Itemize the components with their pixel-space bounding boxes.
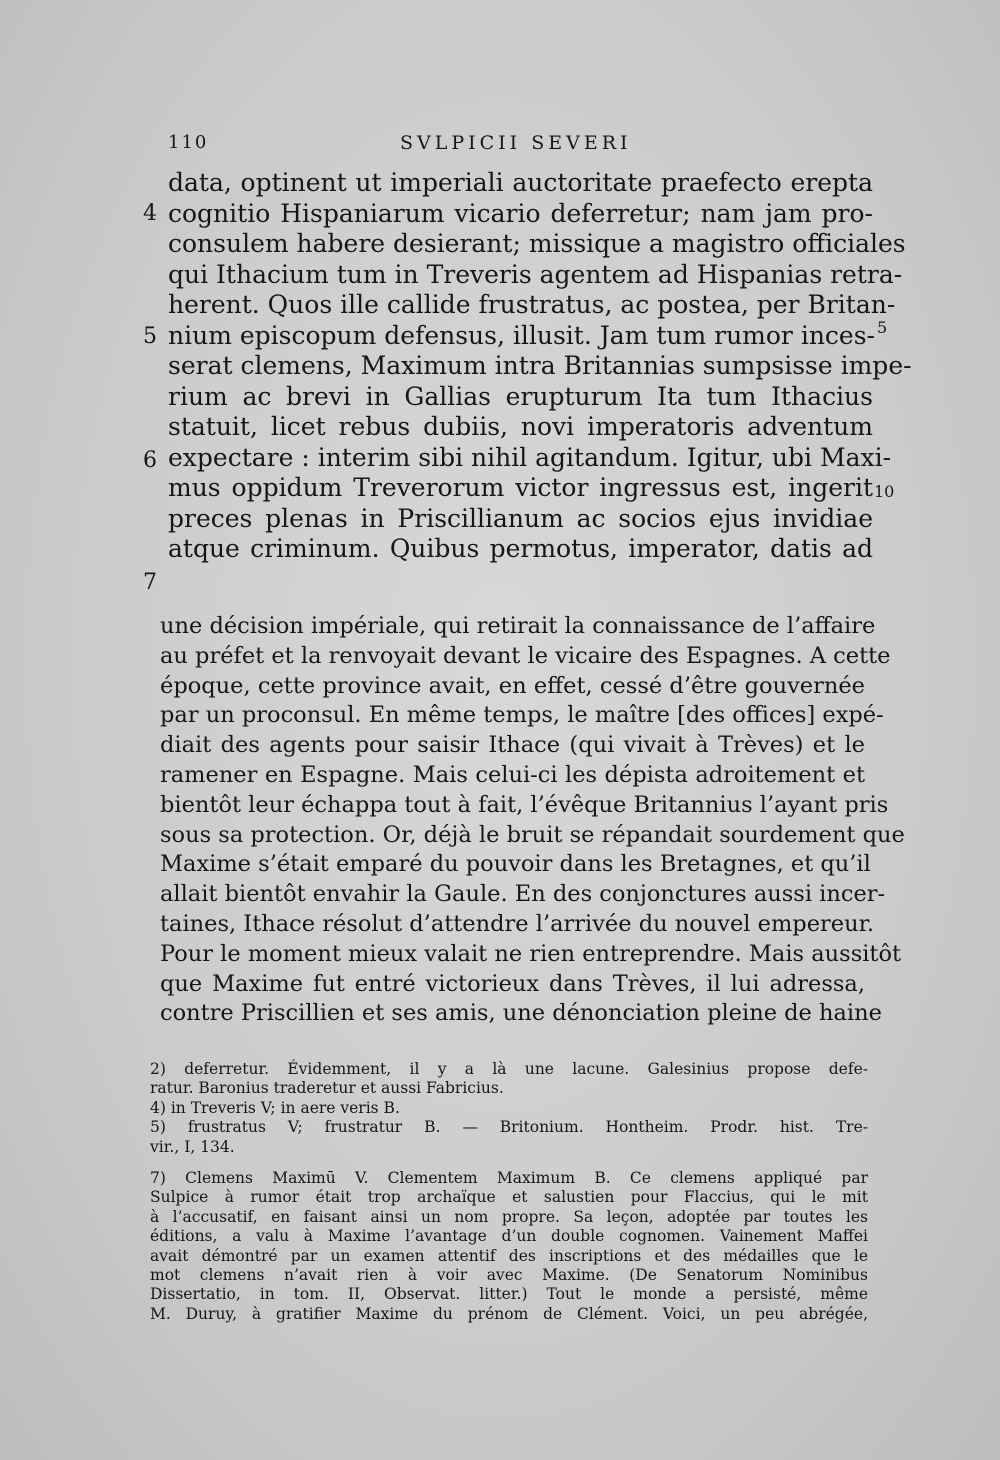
french-line: Pour le moment mieux valait ne rien entreprendre. Mais aussitôt [160, 940, 902, 967]
footnote-line: 7) Clemens Maximū V. Clementem Maximum B. Ce clemens appliqué par [150, 1168, 868, 1187]
latin-line: herent. Quos ille callide frustratus, ac postea, per Britan- [168, 290, 896, 319]
french-line: contre Priscillien et ses amis, une dénonciation pleine de haine [160, 1000, 882, 1027]
french-line: allait bientôt envahir la Gaule. En des conjonctures aussi incer- [160, 881, 886, 908]
section-number: 4 [143, 201, 157, 226]
latin-line: serat clemens, Maximum intra Britannias sumpsisse impe- [168, 351, 912, 380]
footnote-line: vir., I, 134. [150, 1137, 235, 1156]
footnote-line: 5) frustratus V; frustratur B. — Britonium. Hontheim. Prodr. hist. Tre- [150, 1118, 868, 1137]
latin-line: statuit, licet rebus dubiis, novi imperatoris adventum [168, 412, 873, 441]
french-line: au préfet et la renvoyait devant le vicaire des Espagnes. A cette [160, 642, 891, 669]
running-title: SVLPICII SEVERI [400, 132, 632, 154]
latin-line: data, optinent ut imperiali auctoritate praefecto erepta [168, 168, 873, 197]
footnote-line: 2) deferretur. Évidemment, il y a là une lacune. Galesinius propose defe- [150, 1060, 868, 1078]
french-line: diait des agents pour saisir Ithace (qui vivait à Trèves) et le [160, 732, 865, 759]
page-number: 110 [168, 132, 209, 153]
latin-line: atque criminum. Quibus permotus, imperator, datis ad [168, 534, 873, 563]
latin-line: preces plenas in Priscillianum ac socios ejus invidiae [168, 503, 873, 533]
french-line: époque, cette province avait, en effet, cessé d’être gouvernée [160, 672, 865, 699]
line-number: 5 [877, 318, 888, 337]
french-line: une décision impériale, qui retirait la connaissance de l’affaire [160, 613, 876, 639]
line-number: 10 [874, 482, 895, 501]
footnote-line: ratur. Baronius traderetur et aussi Fabricius. [150, 1079, 504, 1098]
footnote-line: éditions, a valu à Maxime l’avantage d’un double cognomen. Vainement Maffei [150, 1227, 868, 1246]
footnote-line: Dissertatio, in tom. II, Observat. litter.) Tout le monde a persisté, même [150, 1285, 868, 1304]
footnote-line: avait démontré par un examen attentif des inscriptions et des médailles que le [150, 1246, 868, 1265]
section-number: 5 [143, 324, 157, 349]
section-number: 7 [143, 570, 157, 595]
running-head [160, 132, 860, 162]
latin-line: cognitio Hispaniarum vicario deferretur; nam jam pro- [168, 198, 873, 228]
footnote-gap [150, 1157, 868, 1169]
footnotes-block [150, 1060, 868, 1324]
footnote-line: Sulpice à rumor était trop archaïque et salustien pour Flaccius, qui le mit [150, 1188, 868, 1207]
latin-line: rium ac brevi in Gallias erupturum Ita tum Ithacius [168, 381, 873, 411]
latin-line: consulem habere desierant; missique a magistro officiales [168, 229, 906, 258]
footnote-line: à l’accusatif, en faisant ainsi un nom propre. Sa leçon, adoptée par toutes les [150, 1207, 868, 1226]
latin-line: expectare : interim sibi nihil agitandum. Igitur, ubi Maxi- [168, 442, 892, 472]
latin-line: qui Ithacium tum in Treveris agentem ad Hispanias retra- [168, 259, 903, 289]
footnote-line: M. Duruy, à gratifier Maxime du prénom de Clément. Voici, un peu abrégée, [150, 1304, 868, 1323]
latin-line: nium episcopum defensus, illusit. Jam tum rumor inces- [168, 320, 875, 350]
french-line: par un proconsul. En même temps, le maître [des offices] expé- [160, 702, 884, 729]
french-line: sous sa protection. Or, déjà le bruit se répandait sourdement que [160, 821, 905, 848]
footnote-line: 4) in Treveris V; in aere veris B. [150, 1098, 400, 1117]
french-line: que Maxime fut entré victorieux dans Trèves, il lui adressa, [160, 970, 865, 997]
latin-line: mus oppidum Treverorum victor ingressus est, ingerit [168, 473, 873, 502]
french-line: Maxime s’était emparé du pouvoir dans les Bretagnes, et qu’il [160, 851, 871, 878]
french-translation-block [160, 612, 905, 1029]
french-line: taines, Ithace résolut d’attendre l’arrivée du nouvel empereur. [160, 910, 875, 937]
section-number: 6 [143, 448, 157, 473]
french-line: bientôt leur échappa tout à fait, l’évêque Britannius l’ayant pris [160, 791, 889, 818]
footnote-line: mot clemens n’avait rien à voir avec Maxime. (De Senatorum Nominibus [150, 1265, 868, 1284]
french-line: ramener en Espagne. Mais celui-ci les dépista adroitement et [160, 761, 865, 788]
